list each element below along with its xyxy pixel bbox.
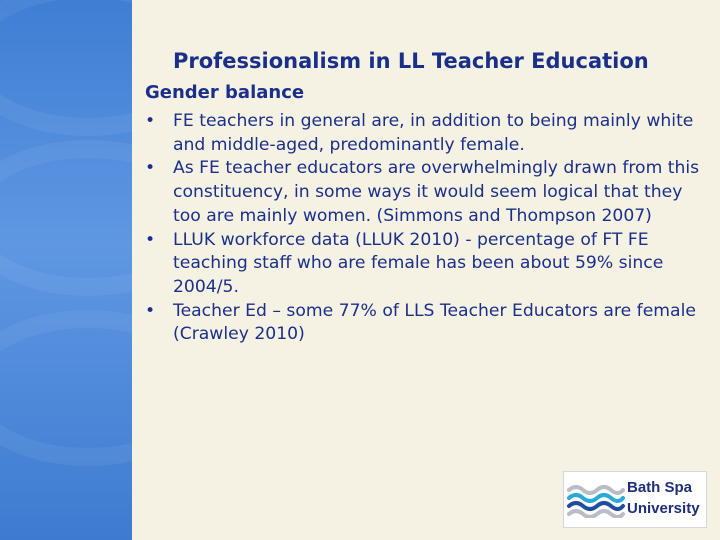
decorative-side-band (0, 0, 132, 540)
list-item (145, 110, 705, 157)
bath-spa-waves-icon (567, 482, 625, 518)
list-item (145, 300, 705, 347)
logo-line-2: University (627, 500, 700, 517)
bullet-text: FE teachers in general are, in addition to being mainly white and middle-aged, predominantly female. (173, 111, 694, 155)
slide-title: Professionalism in LL Teacher Education (173, 49, 649, 73)
bullet-icon: • (145, 229, 156, 250)
watermark-shape (0, 0, 132, 136)
list-item (145, 157, 705, 228)
logo-line-1: Bath Spa (627, 479, 693, 496)
bullet-text: LLUK workforce data (LLUK 2010) - percentage of FT FE teaching staff who are female has been about 59% since 2004/5. (173, 229, 664, 297)
watermark-shape (0, 310, 132, 466)
logo-wordmark (627, 477, 703, 519)
bullet-list (145, 110, 705, 347)
bullet-text: Teacher Ed – some 77% of LLS Teacher Educators are female (Crawley 2010) (173, 300, 696, 345)
list-item (145, 229, 705, 300)
bullet-text: As FE teacher educators are overwhelmingly drawn from this constituency, in some ways it would seem logical that they too are mainly women. (Simmons and Thompson 2007) (173, 158, 700, 226)
section-heading: Gender balance (145, 82, 305, 103)
bullet-icon: • (145, 158, 156, 179)
university-logo (563, 471, 707, 528)
bullet-icon: • (145, 300, 156, 321)
bullet-icon: • (145, 111, 156, 131)
watermark-shape (0, 140, 132, 296)
